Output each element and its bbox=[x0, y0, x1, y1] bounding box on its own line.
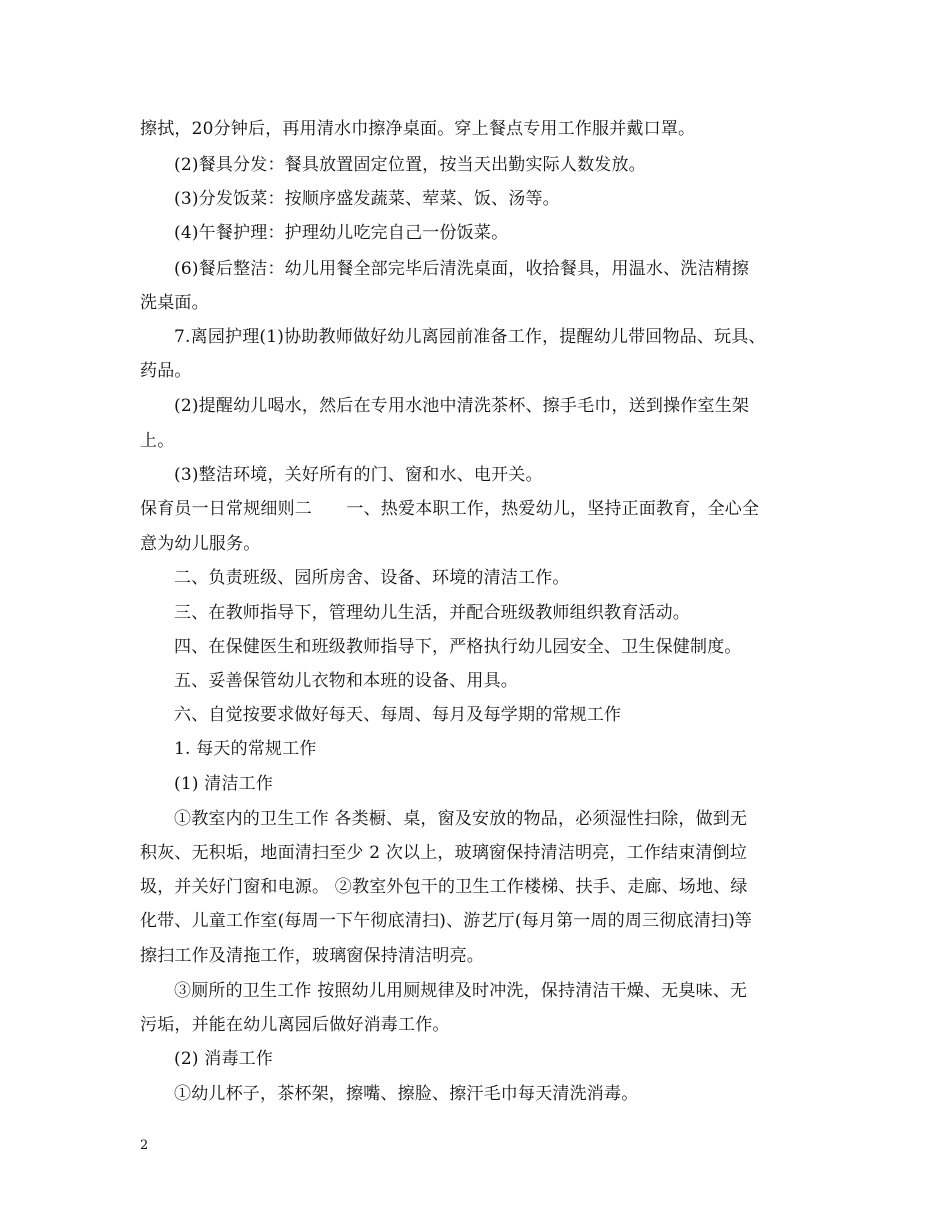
text-line-6: 洗桌面。 bbox=[140, 293, 209, 313]
text-line-17: 五、妥善保管幼儿衣物和本班的设备、用具。 bbox=[174, 671, 518, 691]
text-line-18: 六、自觉按要求做好每天、每周、每月及每学期的常规工作 bbox=[174, 705, 622, 725]
text-line-22: 积灰、无积垢，地面清扫至少 2 次以上，玻璃窗保持清洁明亮，工作结束清倒垃 bbox=[140, 843, 748, 863]
text-line-21: ①教室内的卫生工作 各类橱、桌，窗及安放的物品，必须湿性扫除，做到无 bbox=[174, 809, 748, 829]
page-number: 2 bbox=[140, 1138, 149, 1153]
text-line-10: 上。 bbox=[140, 431, 175, 451]
text-line-14: 二、负责班级、园所房舍、设备、环境的清洁工作。 bbox=[174, 568, 570, 588]
text-line-29: ①幼儿杯子，茶杯架，擦嘴、擦脸、擦汗毛巾每天清洗消毒。 bbox=[174, 1084, 639, 1104]
text-line-24: 化带、儿童工作室(每周一下午彻底清扫)、游艺厅(每月第一周的周三彻底清扫)等 bbox=[140, 911, 753, 931]
text-line-11: (3)整洁环境，关好所有的门、窗和水、电开关。 bbox=[174, 465, 543, 485]
text-line-19: 1. 每天的常规工作 bbox=[174, 739, 317, 759]
text-line-8: 药品。 bbox=[140, 361, 192, 381]
text-line-28: (2) 消毒工作 bbox=[174, 1049, 274, 1069]
text-line-23: 圾，并关好门窗和电源。 ②教室外包干的卫生工作楼梯、扶手、走廊、场地、绿 bbox=[140, 877, 748, 897]
text-line-13: 意为幼儿服务。 bbox=[140, 534, 261, 554]
text-line-15: 三、在教师指导下，管理幼儿生活，并配合班级教师组织教育活动。 bbox=[174, 603, 690, 623]
text-line-4: (4)午餐护理：护理幼儿吃完自己一份饭菜。 bbox=[174, 223, 509, 243]
text-line-9: (2)提醒幼儿喝水，然后在专用水池中清洗茶杯、擦手毛巾，送到操作室生架 bbox=[174, 396, 750, 416]
text-line-1: 擦拭，20分钟后，再用清水巾擦净桌面。穿上餐点专用工作服并戴口罩。 bbox=[140, 119, 696, 139]
text-line-2: (2)餐具分发：餐具放置固定位置，按当天出勤实际人数发放。 bbox=[174, 155, 646, 175]
text-line-5: (6)餐后整洁：幼儿用餐全部完毕后清洗桌面，收拾餐具，用温水、洗洁精擦 bbox=[174, 259, 750, 279]
text-line-25: 擦扫工作及清拖工作，玻璃窗保持清洁明亮。 bbox=[140, 946, 484, 966]
text-line-3: (3)分发饭菜：按顺序盛发蔬菜、荤菜、饭、汤等。 bbox=[174, 189, 560, 209]
text-line-26: ③厕所的卫生工作 按照幼儿用厕规律及时冲洗，保持清洁干燥、无臭味、无 bbox=[174, 981, 748, 1001]
text-line-7: 7.离园护理(1)协助教师做好幼儿离园前准备工作，提醒幼儿带回物品、玩具、 bbox=[174, 327, 766, 347]
text-line-12: 保育员一日常规细则二 一、热爱本职工作，热爱幼儿，坚持正面教育，全心全 bbox=[140, 499, 760, 519]
text-line-20: (1) 清洁工作 bbox=[174, 774, 274, 794]
text-line-16: 四、在保健医生和班级教师指导下，严格执行幼儿园安全、卫生保健制度。 bbox=[174, 637, 742, 657]
text-line-27: 污垢，并能在幼儿离园后做好消毒工作。 bbox=[140, 1015, 450, 1035]
